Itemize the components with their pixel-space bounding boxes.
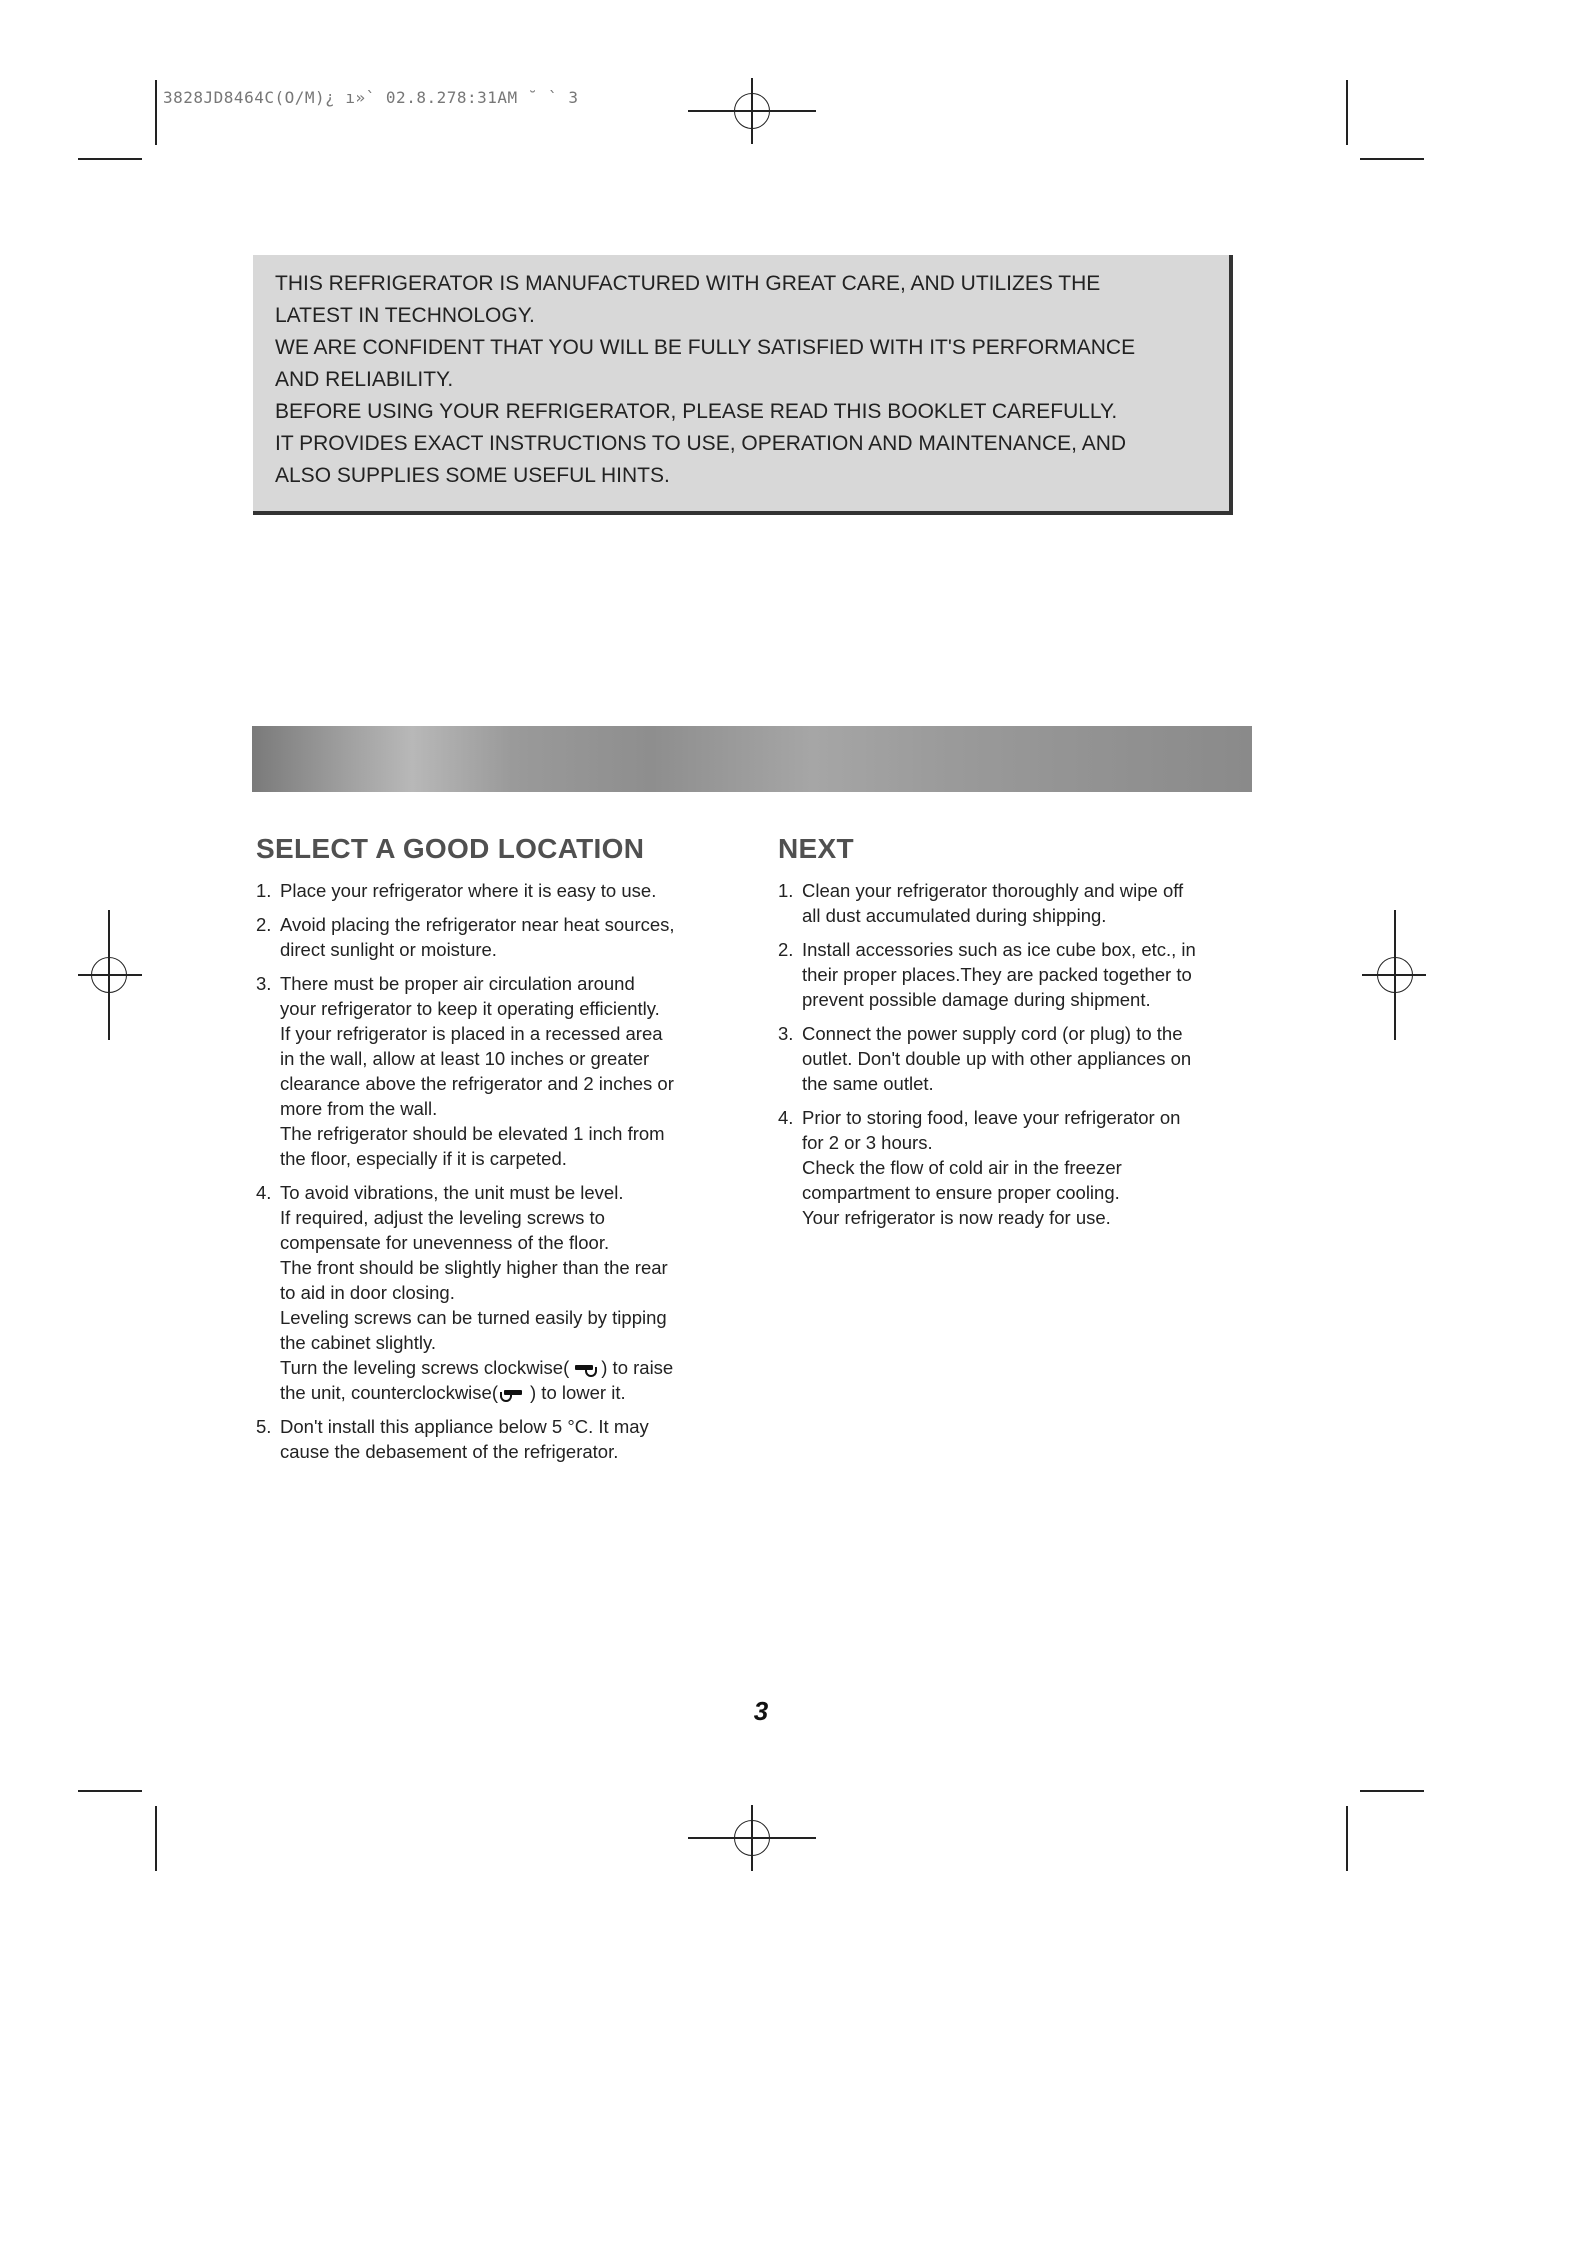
list-item bbox=[778, 937, 1258, 1012]
item-line: prevent possible damage during shipment. bbox=[802, 989, 1151, 1010]
location-section bbox=[256, 832, 736, 1473]
item-line: The front should be slightly higher than the rear bbox=[280, 1257, 668, 1278]
clockwise-rotation-icon bbox=[571, 1361, 599, 1377]
item-line: To avoid vibrations, the unit must be level. bbox=[280, 1182, 624, 1203]
item-line: to aid in door closing. bbox=[280, 1282, 455, 1303]
print-slug: 3828JD8464C(O/M)¿ ı»` 02.8.278:31AM ˘ ` 3 bbox=[163, 88, 579, 107]
item-number: 2. bbox=[256, 914, 272, 935]
list-item bbox=[778, 878, 1258, 928]
item-line: If required, adjust the leveling screws to bbox=[280, 1207, 605, 1228]
item-number: 3. bbox=[256, 973, 272, 994]
unit-text-a: the unit, counterclockwise( bbox=[280, 1382, 498, 1403]
turn-text-a: Turn the leveling screws clockwise( bbox=[280, 1357, 570, 1378]
list-item bbox=[256, 878, 736, 903]
item-line: There must be proper air circulation around bbox=[280, 973, 635, 994]
intro-line: THIS REFRIGERATOR IS MANUFACTURED WITH GREAT CARE, AND UTILIZES THE bbox=[275, 272, 1101, 295]
intro-box bbox=[253, 255, 1233, 515]
item-number: 3. bbox=[778, 1023, 794, 1044]
item-line: Your refrigerator is now ready for use. bbox=[802, 1207, 1111, 1228]
list-item bbox=[778, 1021, 1258, 1096]
item-line: the same outlet. bbox=[802, 1073, 934, 1094]
item-line: Check the flow of cold air in the freezer bbox=[802, 1157, 1122, 1178]
intro-line: LATEST IN TECHNOLOGY. bbox=[275, 304, 535, 327]
item-line bbox=[280, 1355, 736, 1380]
next-section bbox=[778, 832, 1258, 1239]
item-line: Install accessories such as ice cube box, etc., in bbox=[802, 939, 1196, 960]
item-line: the floor, especially if it is carpeted. bbox=[280, 1148, 567, 1169]
section-banner bbox=[252, 726, 1252, 792]
item-line: for 2 or 3 hours. bbox=[802, 1132, 933, 1153]
item-line: your refrigerator to keep it operating efficiently. bbox=[280, 998, 660, 1019]
intro-line: IT PROVIDES EXACT INSTRUCTIONS TO USE, OPERATION AND MAINTENANCE, AND bbox=[275, 432, 1127, 455]
item-line: Avoid placing the refrigerator near heat sources, bbox=[280, 914, 675, 935]
item-line: Prior to storing food, leave your refrigerator on bbox=[802, 1107, 1181, 1128]
item-number: 2. bbox=[778, 939, 794, 960]
list-item bbox=[256, 1414, 736, 1464]
list-item bbox=[256, 971, 736, 1171]
list-item bbox=[256, 1180, 736, 1405]
item-line: compensate for unevenness of the floor. bbox=[280, 1232, 610, 1253]
intro-line: WE ARE CONFIDENT THAT YOU WILL BE FULLY SATISFIED WITH IT'S PERFORMANCE bbox=[275, 336, 1136, 359]
item-line: direct sunlight or moisture. bbox=[280, 939, 497, 960]
next-heading: NEXT bbox=[778, 833, 854, 864]
item-line: compartment to ensure proper cooling. bbox=[802, 1182, 1120, 1203]
unit-text-b: ) to lower it. bbox=[530, 1382, 626, 1403]
item-line: outlet. Don't double up with other appliances on bbox=[802, 1048, 1192, 1069]
item-line: Clean your refrigerator thoroughly and wipe off bbox=[802, 880, 1184, 901]
item-number: 5. bbox=[256, 1416, 272, 1437]
item-line: The refrigerator should be elevated 1 inch from bbox=[280, 1123, 665, 1144]
item-number: 4. bbox=[778, 1107, 794, 1128]
item-line bbox=[280, 1380, 736, 1405]
item-line: their proper places.They are packed together to bbox=[802, 964, 1192, 985]
item-number: 1. bbox=[256, 880, 272, 901]
item-line: If your refrigerator is placed in a recessed area bbox=[280, 1023, 663, 1044]
item-line: clearance above the refrigerator and 2 inches or bbox=[280, 1073, 674, 1094]
item-line: Place your refrigerator where it is easy to use. bbox=[280, 880, 657, 901]
item-line: cause the debasement of the refrigerator. bbox=[280, 1441, 619, 1462]
location-heading: SELECT A GOOD LOCATION bbox=[256, 833, 645, 864]
item-line: all dust accumulated during shipping. bbox=[802, 905, 1107, 926]
list-item bbox=[778, 1105, 1258, 1230]
item-line: Don't install this appliance below 5 °C. It may bbox=[280, 1416, 649, 1437]
intro-line: AND RELIABILITY. bbox=[275, 368, 454, 391]
item-line: more from the wall. bbox=[280, 1098, 438, 1119]
item-line: the cabinet slightly. bbox=[280, 1332, 436, 1353]
item-line: Connect the power supply cord (or plug) to the bbox=[802, 1023, 1183, 1044]
page-number: 3 bbox=[753, 1696, 769, 1726]
item-number: 1. bbox=[778, 880, 794, 901]
location-list bbox=[256, 878, 736, 1464]
item-line: in the wall, allow at least 10 inches or greater bbox=[280, 1048, 650, 1069]
list-item bbox=[256, 912, 736, 962]
item-line: Leveling screws can be turned easily by tipping bbox=[280, 1307, 667, 1328]
item-number: 4. bbox=[256, 1182, 272, 1203]
turn-text-b: ) to raise bbox=[601, 1357, 674, 1378]
next-list bbox=[778, 878, 1258, 1230]
intro-line: BEFORE USING YOUR REFRIGERATOR, PLEASE READ THIS BOOKLET CAREFULLY. bbox=[275, 400, 1118, 423]
intro-line: ALSO SUPPLIES SOME USEFUL HINTS. bbox=[275, 464, 670, 487]
counterclockwise-rotation-icon bbox=[500, 1386, 528, 1402]
